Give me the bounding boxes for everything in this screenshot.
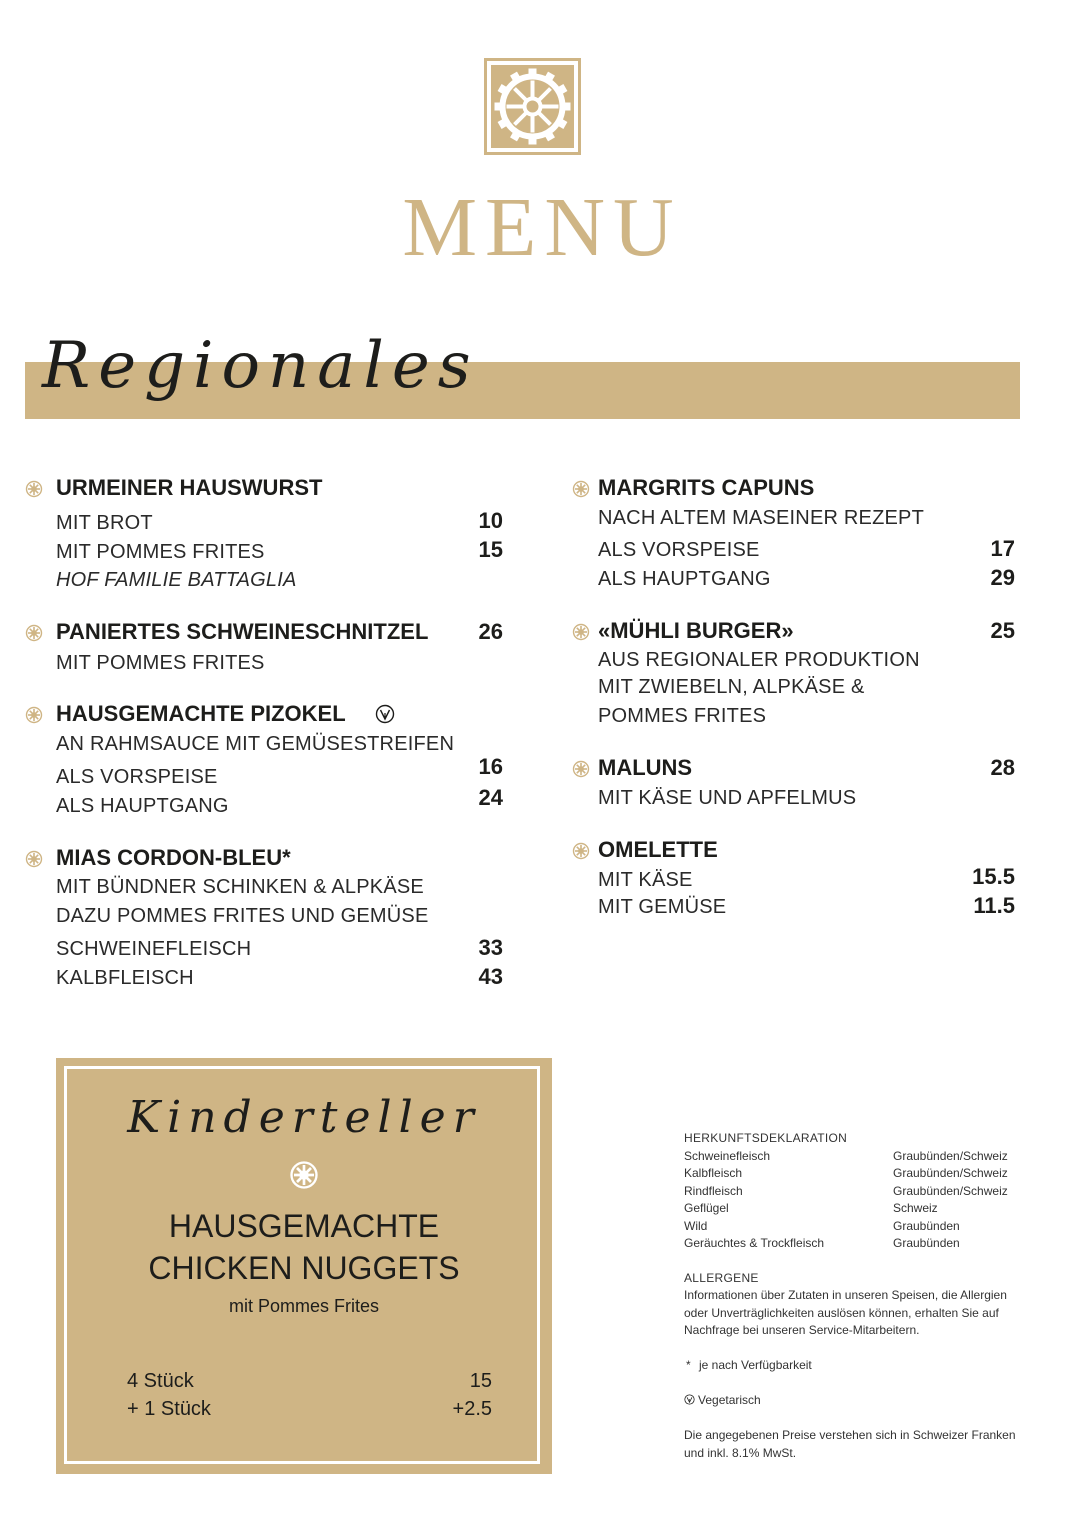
- dish-line: ALS HAUPTGANG: [598, 568, 771, 590]
- dish-name: MIAS CORDON-BLEU*: [56, 845, 291, 870]
- kinderteller-dish-line2: CHICKEN NUGGETS: [148, 1250, 460, 1286]
- origin-heading: HERKUNFTSDEKLARATION: [684, 1131, 848, 1145]
- dish-line: MIT KÄSE: [598, 869, 693, 891]
- dish-price: 15: [478, 537, 503, 562]
- dish-name: MALUNS: [598, 755, 693, 780]
- dish-price: 28: [990, 755, 1015, 780]
- snowflake-icon: [572, 842, 590, 860]
- origin-value: Graubünden/Schweiz: [893, 1149, 1008, 1163]
- kinderteller-title: Kinderteller: [127, 1092, 481, 1143]
- dish-line: MIT ZWIEBELN, ALPKÄSE &: [598, 676, 865, 698]
- origin-value: Graubünden: [893, 1219, 960, 1233]
- snowflake-icon: [25, 850, 43, 868]
- origin-item: Rindfleisch: [684, 1184, 743, 1198]
- dish-price: 24: [478, 785, 503, 810]
- kinderteller-row-label: 4 Stück: [127, 1370, 194, 1392]
- kinderteller-subtitle: mit Pommes Frites: [228, 1296, 379, 1316]
- dish-line: MIT POMMES FRITES: [56, 652, 265, 674]
- snowflake-icon: [289, 1160, 319, 1190]
- snowflake-icon: [25, 706, 43, 724]
- price-note: Die angegebenen Preise verstehen sich in Schweizer Franken: [684, 1428, 1016, 1442]
- availability-text: je nach Verfügbarkeit: [699, 1358, 812, 1372]
- dish-price: 26: [478, 619, 503, 644]
- dish-name: «MÜHLI BURGER»: [598, 618, 794, 643]
- dish-line: ALS HAUPTGANG: [56, 795, 229, 817]
- origin-item: Kalbfleisch: [684, 1166, 743, 1180]
- snowflake-icon: [572, 623, 590, 641]
- allergen-text: Informationen über Zutaten in unseren Speisen, die Allergien: [684, 1288, 1007, 1302]
- dish-price: 17: [990, 536, 1015, 561]
- dish-price: 25: [990, 618, 1015, 643]
- dish-producer: HOF FAMILIE BATTAGLIA: [56, 569, 297, 591]
- restaurant-logo: [484, 58, 581, 155]
- dish-name: OMELETTE: [598, 837, 718, 862]
- dish-name: HAUSGEMACHTE PIZOKEL: [56, 701, 346, 726]
- origin-item: Geflügel: [684, 1201, 729, 1215]
- menu-title: MENU: [402, 181, 682, 274]
- origin-value: Graubünden/Schweiz: [893, 1166, 1008, 1180]
- dish-price: 43: [478, 964, 503, 989]
- dish-line: POMMES FRITES: [598, 705, 767, 727]
- dish-line: ALS VORSPEISE: [56, 766, 218, 788]
- dish-name: URMEINER HAUSWURST: [56, 475, 323, 500]
- snowflake-icon: [25, 480, 43, 498]
- vegetarian-icon: [375, 704, 395, 724]
- dish-line: NACH ALTEM MASEINER REZEPT: [598, 507, 924, 529]
- origin-value: Schweiz: [893, 1201, 938, 1215]
- dish-price: 33: [478, 935, 503, 960]
- snowflake-icon: [572, 760, 590, 778]
- dish-price: 15.5: [972, 864, 1015, 889]
- availability-mark: *: [686, 1358, 691, 1372]
- dish-line: DAZU POMMES FRITES UND GEMÜSE: [56, 905, 429, 927]
- kinderteller-dish-line1: HAUSGEMACHTE: [168, 1208, 440, 1244]
- allergen-text: oder Unverträglichkeiten auslösen können, erhalten Sie auf: [684, 1306, 999, 1320]
- snowflake-icon: [25, 624, 43, 642]
- dish-line: AUS REGIONALER PRODUKTION: [598, 649, 920, 671]
- kinderteller-row-price: 15: [469, 1370, 492, 1392]
- kinderteller-row-label: + 1 Stück: [127, 1398, 211, 1420]
- origin-value: Graubünden: [893, 1236, 960, 1250]
- dish-price: 10: [478, 508, 503, 533]
- dish-line: SCHWEINEFLEISCH: [56, 938, 252, 960]
- dish-line: MIT BROT: [56, 512, 153, 534]
- kinderteller-row-price: +2.5: [452, 1398, 492, 1420]
- vegetarian-icon: [684, 1394, 695, 1405]
- origin-item: Schweinefleisch: [684, 1149, 771, 1163]
- dish-line: KALBFLEISCH: [56, 967, 194, 989]
- dish-line: MIT BÜNDNER SCHINKEN & ALPKÄSE: [56, 876, 424, 898]
- dish-price: 16: [478, 754, 503, 779]
- dish-line: MIT GEMÜSE: [598, 896, 727, 918]
- dish-line: AN RAHMSAUCE MIT GEMÜSESTREIFEN: [56, 733, 455, 755]
- allergen-heading: ALLERGENE: [684, 1271, 759, 1285]
- origin-value: Graubünden/Schweiz: [893, 1184, 1008, 1198]
- dish-name: MARGRITS CAPUNS: [598, 475, 815, 500]
- dish-name: PANIERTES SCHWEINESCHNITZEL: [56, 619, 429, 644]
- origin-item: Geräuchtes & Trockfleisch: [684, 1236, 825, 1250]
- allergen-text: Nachfrage bei unseren Service-Mitarbeitern.: [684, 1323, 920, 1337]
- origin-item: Wild: [684, 1219, 708, 1233]
- dish-line: ALS VORSPEISE: [598, 539, 760, 561]
- price-note: und inkl. 8.1% MwSt.: [684, 1446, 797, 1460]
- section-title: Regionales: [42, 329, 479, 403]
- dish-price: 11.5: [973, 893, 1015, 918]
- dish-price: 29: [990, 565, 1015, 590]
- vegetarian-label: Vegetarisch: [698, 1393, 761, 1407]
- dish-line: MIT POMMES FRITES: [56, 541, 265, 563]
- snowflake-icon: [572, 480, 590, 498]
- dish-line: MIT KÄSE UND APFELMUS: [598, 787, 857, 809]
